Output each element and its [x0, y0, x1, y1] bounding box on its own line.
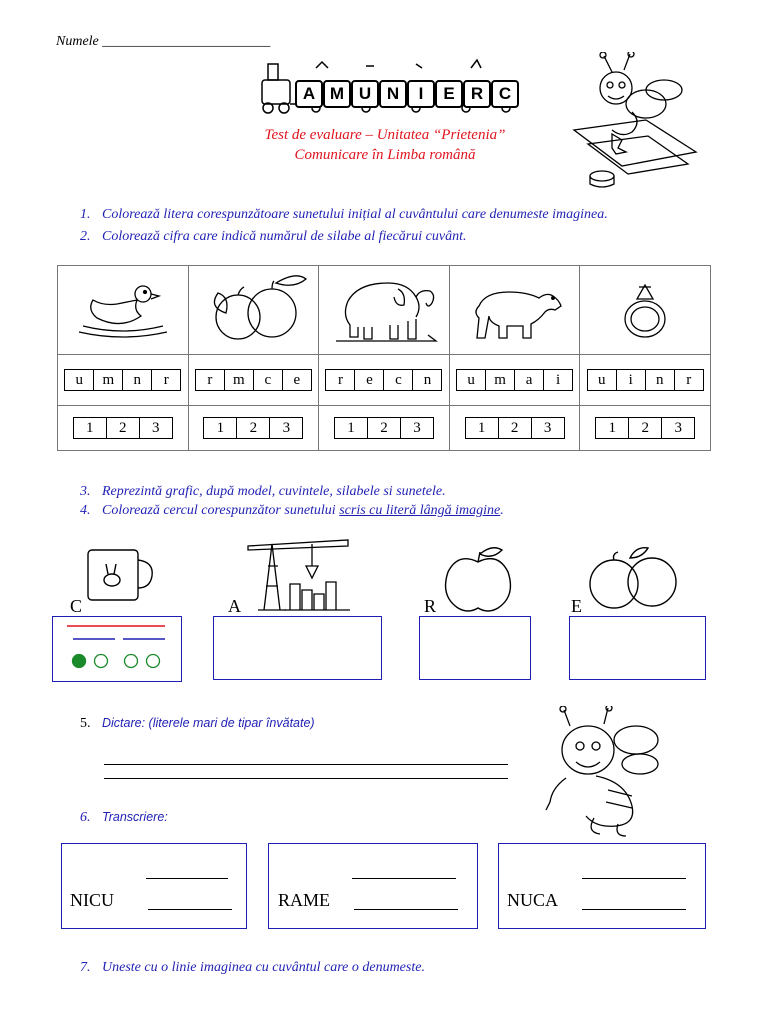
letter-option[interactable]: r [163, 372, 169, 388]
syllable-options [203, 417, 303, 439]
syllables-cell-5 [580, 406, 711, 451]
syllable-option[interactable]: 3 [282, 420, 291, 436]
syllable-options [595, 417, 695, 439]
letter-option[interactable]: u [588, 370, 617, 390]
letter-option[interactable]: u [457, 370, 486, 390]
syllable-options [73, 417, 173, 439]
instruction-text: Colorează cercul corespunzător sunetului [102, 503, 340, 518]
instruction-text-end: . [500, 503, 504, 518]
instruction-7 [80, 960, 425, 976]
syllables-cell-3 [319, 406, 450, 451]
instruction-text: Dictare: (literele mari de tipar învătate) [102, 716, 315, 730]
instruction-text: Colorează cifra care indică numărul de silabe al fiecărui cuvânt. [102, 229, 467, 244]
bear-cell [449, 266, 580, 355]
transcription-line-3a[interactable] [582, 878, 686, 879]
syllables-cell-2 [188, 406, 319, 451]
syllable-option[interactable]: 1 [466, 418, 499, 438]
letter-options [325, 369, 442, 391]
instruction-number: 3. [80, 484, 91, 499]
letter-options [64, 369, 181, 391]
crane-picture [244, 536, 354, 612]
model-diagram [53, 617, 181, 681]
ring-cell [580, 266, 711, 355]
word-rame: RAME [278, 890, 331, 910]
instruction-4 [80, 503, 504, 519]
letters-syllables-table [57, 265, 711, 451]
instruction-number: 4. [80, 503, 91, 518]
pictures-row [58, 266, 711, 355]
letters-cell-1 [58, 355, 189, 406]
syllable-option[interactable]: 3 [543, 420, 552, 436]
transcription-box-2 [268, 843, 478, 929]
student-name-field[interactable]: Numele ________________________ [56, 34, 271, 49]
instruction-5 [80, 716, 315, 732]
letter-option[interactable]: u [65, 370, 94, 390]
instruction-number: 5. [80, 716, 91, 731]
instruction-text: Transcriere: [102, 810, 168, 824]
syllable-option[interactable]: 1 [204, 418, 237, 438]
transcription-line-1b[interactable] [148, 909, 232, 910]
apple-picture [440, 546, 516, 614]
instruction-text: Reprezintă grafic, după model, cuvintele, silabele si sunetele. [102, 484, 446, 499]
transcription-line-2b[interactable] [354, 909, 458, 910]
train-letter-r: R [463, 80, 491, 108]
instruction-number: 6. [80, 810, 91, 825]
bear-picture [465, 276, 565, 340]
duck-cell [58, 266, 189, 355]
letter-option[interactable]: m [225, 370, 254, 390]
letter-option[interactable]: n [123, 370, 152, 390]
instruction-3 [80, 484, 446, 500]
letter-option[interactable]: e [355, 370, 384, 390]
letter-option[interactable]: m [94, 370, 123, 390]
letter-option[interactable]: r [686, 372, 692, 388]
letter-options [195, 369, 312, 391]
letter-r-label: R [424, 596, 437, 616]
elephant-cell [319, 266, 450, 355]
ring-picture [615, 273, 675, 343]
syllables-cell-4 [449, 406, 580, 451]
transcription-line-2a[interactable] [352, 878, 456, 879]
word-nuca: NUCA [507, 890, 559, 910]
letter-option[interactable]: c [254, 370, 283, 390]
train-letter-m: M [323, 80, 351, 108]
train-letter-i: I [407, 80, 435, 108]
bee-writing-picture [536, 706, 666, 838]
duck-picture [73, 276, 173, 340]
letter-option[interactable]: i [555, 372, 561, 388]
dictation-line-1[interactable] [104, 764, 508, 765]
syllable-option[interactable]: 1 [596, 418, 629, 438]
syllable-option[interactable]: 1 [335, 418, 368, 438]
syllable-option[interactable]: 3 [674, 420, 682, 436]
answer-box-a[interactable] [213, 616, 382, 680]
instruction-2 [80, 229, 466, 245]
train-letter-n: N [379, 80, 407, 108]
instruction-underlined: scris cu literă lângă imagine [339, 503, 501, 518]
train-letter-c: C [491, 80, 519, 108]
transcription-line-1a[interactable] [146, 878, 228, 879]
model-answer-box [52, 616, 182, 682]
instruction-text: Colorează litera corespunzătoare sunetului inițial al cuvântului care denumeste imaginea. [102, 207, 608, 222]
letter-option[interactable]: m [486, 370, 515, 390]
letter-options [587, 369, 704, 391]
oranges-picture [584, 544, 684, 612]
train-letter-a: A [295, 80, 323, 108]
letter-option[interactable]: i [617, 370, 646, 390]
peaches-cell [188, 266, 319, 355]
syllables-cell-1 [58, 406, 189, 451]
transcription-box-3 [498, 843, 706, 929]
letter-e-label: E [571, 596, 582, 616]
letter-option[interactable]: c [384, 370, 413, 390]
letter-option[interactable]: a [515, 370, 544, 390]
syllable-option[interactable]: 2 [629, 418, 662, 438]
elephant-picture [328, 271, 440, 345]
letter-option[interactable]: r [196, 370, 225, 390]
syllable-option[interactable]: 3 [413, 420, 421, 436]
syllable-option[interactable]: 1 [74, 418, 107, 438]
test-subtitle: Comunicare în Limba română [294, 147, 476, 163]
train-letter-e: E [435, 80, 463, 108]
letter-a-label: A [228, 596, 241, 616]
letter-option[interactable]: e [293, 372, 301, 388]
test-title: Test de evaluare – Unitatea “Prietenia” [264, 127, 506, 143]
letters-row [58, 355, 711, 406]
answer-box-r[interactable] [419, 616, 531, 680]
transcription-box-1 [61, 843, 247, 929]
syllable-option[interactable]: 2 [237, 418, 270, 438]
syllable-option[interactable]: 2 [368, 418, 401, 438]
letters-cell-5 [580, 355, 711, 406]
instruction-1 [80, 207, 608, 223]
word-nicu: NICU [70, 890, 114, 910]
syllable-option[interactable]: 2 [499, 418, 532, 438]
letters-cell-2 [188, 355, 319, 406]
instruction-number: 2. [80, 229, 91, 244]
transcription-line-3b[interactable] [582, 909, 686, 910]
syllable-option[interactable]: 3 [152, 420, 160, 436]
letters-cell-4 [449, 355, 580, 406]
syllable-options [334, 417, 434, 439]
instruction-number: 7. [80, 960, 91, 975]
instruction-text: Uneste cu o linie imaginea cu cuvântul care o denumeste. [102, 960, 425, 975]
instruction-number: 1. [80, 207, 91, 222]
letter-option[interactable]: n [646, 370, 675, 390]
letter-options [456, 369, 573, 391]
answer-box-e[interactable] [569, 616, 706, 680]
letter-option[interactable]: n [423, 372, 432, 388]
syllables-row [58, 406, 711, 451]
letter-c-label: C [70, 596, 83, 616]
dictation-line-2[interactable] [104, 778, 508, 779]
peaches-picture [198, 273, 308, 343]
syllable-option[interactable]: 2 [107, 418, 140, 438]
syllable-options [465, 417, 565, 439]
letter-option[interactable]: r [326, 370, 355, 390]
bee-painting-picture [572, 52, 700, 190]
letters-cell-3 [319, 355, 450, 406]
mug-picture [84, 546, 156, 602]
instruction-6 [80, 810, 168, 826]
train-letter-u: U [351, 80, 379, 108]
